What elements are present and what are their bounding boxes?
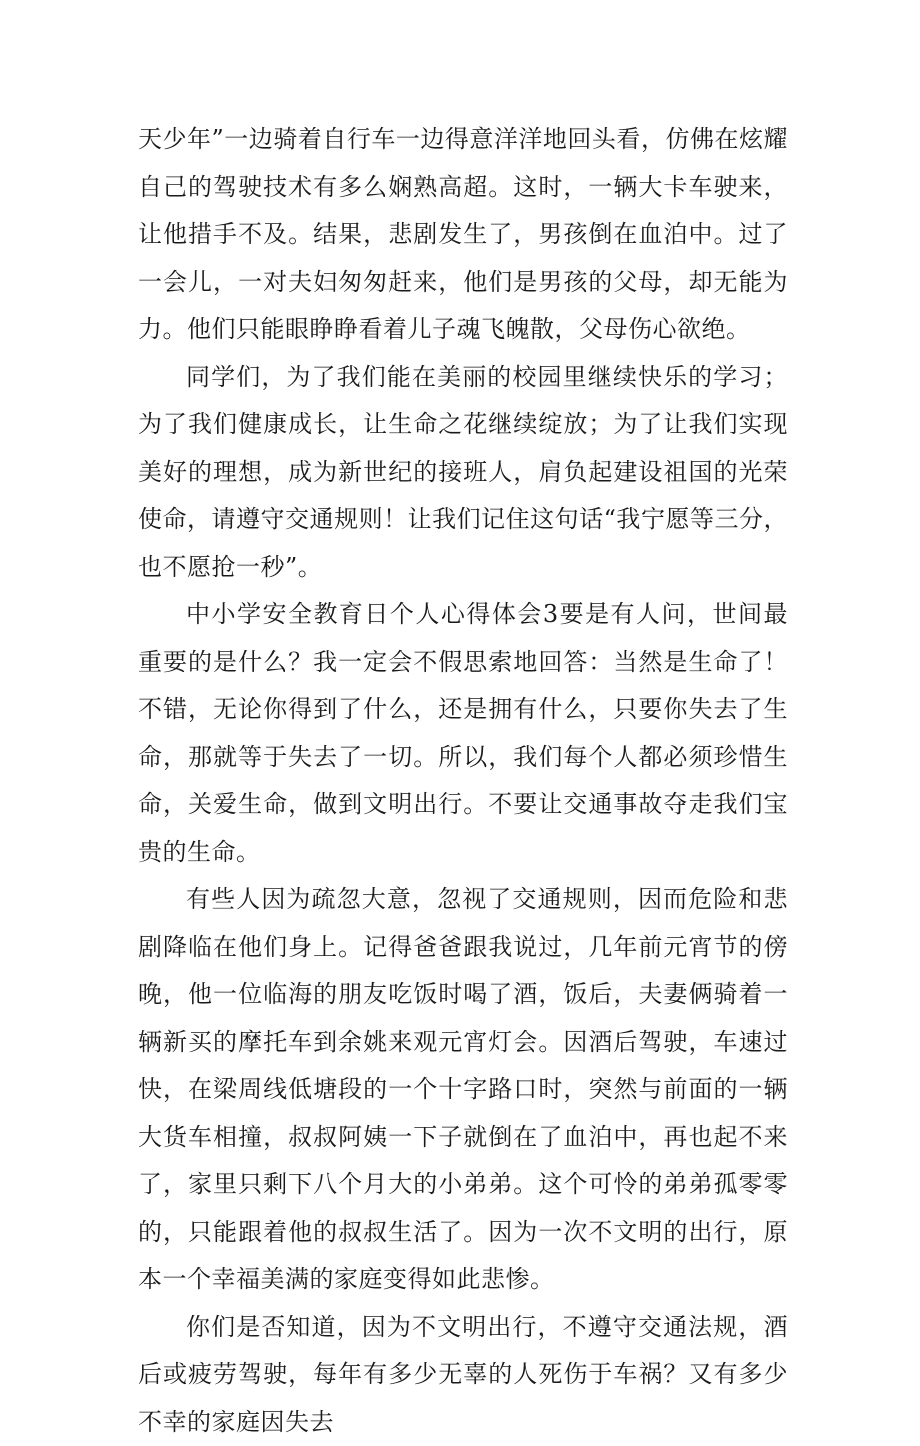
paragraph-3: 中小学安全教育日个人心得体会3要是有人问，世间最重要的是什么？我一定会不假思索地回答：当然是生命了！不错，无论你得到了什么，还是拥有什么，只要你失去了生命，那就等于失去了一切。所以，我们每个人都必须珍惜生命，关爱生命，做到文明出行。不要让交通事故夺走我们宝贵的生命。 bbox=[138, 591, 788, 876]
paragraph-5: 你们是否知道，因为不文明出行，不遵守交通法规，酒后或疲劳驾驶，每年有多少无辜的人死伤于车祸？又有多少不幸的家庭因失去 bbox=[138, 1304, 788, 1446]
body-text bbox=[138, 116, 788, 1446]
paragraph-4: 有些人因为疏忽大意，忽视了交通规则，因而危险和悲剧降临在他们身上。记得爸爸跟我说过，几年前元宵节的傍晚，他一位临海的朋友吃饭时喝了酒，饭后，夫妻俩骑着一辆新买的摩托车到余姚来观元宵灯会。因酒后驾驶，车速过快，在梁周线低塘段的一个十字路口时，突然与前面的一辆大货车相撞，叔叔阿姨一下子就倒在了血泊中，再也起不来了，家里只剩下八个月大的小弟弟。这个可怜的弟弟孤零零的，只能跟着他的叔叔生活了。因为一次不文明的出行，原本一个幸福美满的家庭变得如此悲惨。 bbox=[138, 876, 788, 1304]
paragraph-1: 天少年”一边骑着自行车一边得意洋洋地回头看，仿佛在炫耀自己的驾驶技术有多么娴熟高超。这时，一辆大卡车驶来，让他措手不及。结果，悲剧发生了，男孩倒在血泊中。过了一会儿，一对夫妇匆匆赶来，他们是男孩的父母，却无能为力。他们只能眼睁睁看着儿子魂飞魄散，父母伤心欲绝。 bbox=[138, 116, 788, 354]
paragraph-2: 同学们，为了我们能在美丽的校园里继续快乐的学习；为了我们健康成长，让生命之花继续绽放；为了让我们实现美好的理想，成为新世纪的接班人，肩负起建设祖国的光荣使命，请遵守交通规则！让我们记住这句话“我宁愿等三分，也不愿抢一秒”。 bbox=[138, 354, 788, 592]
